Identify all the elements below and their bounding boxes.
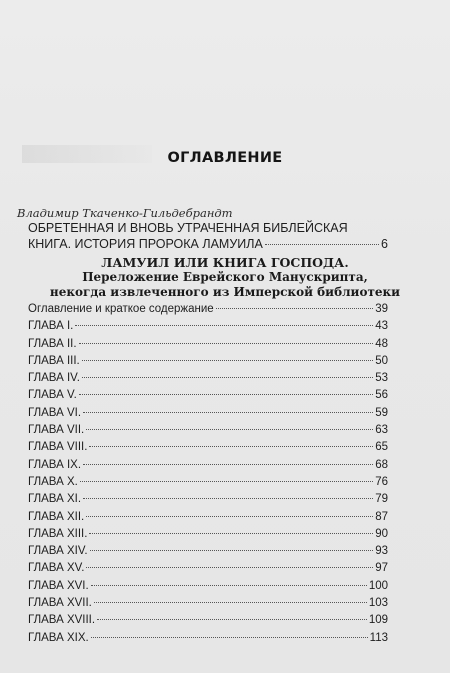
intro-title-line2-row: [28, 236, 388, 252]
toc-entry: [28, 320, 388, 337]
toc-entry-label: ГЛАВА XIII.: [28, 527, 88, 540]
intro-page-number: 6: [381, 237, 388, 251]
toc-entry-label: ГЛАВА IX.: [28, 458, 82, 471]
toc-entry-label: ГЛАВА XV.: [28, 562, 85, 575]
dot-leader: [86, 429, 373, 430]
author-name: Владимир Ткаченко-Гильдебрандт: [17, 206, 233, 220]
toc-entry-label: ГЛАВА XI.: [28, 493, 82, 506]
toc-entry: [28, 389, 388, 406]
page-title: ОГЛАВЛЕНИЕ: [167, 150, 283, 166]
toc-entry-page-number: 113: [369, 631, 388, 644]
toc-entry-page-number: 100: [368, 579, 388, 592]
dot-leader: [265, 244, 379, 245]
toc-entry-page-number: 48: [375, 337, 388, 350]
toc-entry: [28, 441, 388, 458]
toc-entry: [28, 632, 388, 649]
toc-entry-label: ГЛАВА V.: [28, 389, 77, 402]
toc-entry-page-number: 87: [375, 510, 388, 523]
toc-entry-label: ГЛАВА I.: [28, 320, 74, 333]
dot-leader: [86, 567, 373, 568]
toc-entry: [28, 338, 388, 355]
toc-entry-page-number: 50: [375, 354, 388, 367]
toc-entry-label: ГЛАВА III.: [28, 354, 80, 367]
dot-leader: [90, 550, 374, 551]
toc-entry-label: ГЛАВА XII.: [28, 510, 85, 523]
dot-leader: [83, 498, 373, 499]
dot-leader: [83, 464, 373, 465]
dot-leader: [80, 481, 373, 482]
toc-entry: [28, 614, 388, 631]
dot-leader: [97, 619, 367, 620]
dot-leader: [89, 446, 373, 447]
dot-leader: [94, 602, 367, 603]
toc-entry: [28, 493, 388, 510]
toc-entry-label: ГЛАВА XIX.: [28, 631, 89, 644]
toc-entry-page-number: 56: [375, 389, 388, 402]
toc-entry: [28, 372, 388, 389]
dot-leader: [82, 360, 373, 361]
section-title: ЛАМУИЛ ИЛИ КНИГА ГОСПОДА.: [101, 255, 349, 270]
intro-title-line1: ОБРЕТЕННАЯ И ВНОВЬ УТРАЧЕННАЯ БИБЛЕЙСКАЯ: [28, 221, 348, 235]
toc-entry-page-number: 68: [375, 458, 388, 471]
toc-entry-page-number: 39: [375, 303, 388, 315]
toc-entry-page-number: 65: [375, 441, 388, 454]
dot-leader: [216, 308, 374, 309]
toc-entry: [28, 562, 388, 579]
dot-leader: [89, 533, 373, 534]
toc-entry-label: Оглавление и краткое содержание: [28, 303, 214, 315]
toc-entry-label: ГЛАВА VII.: [28, 424, 85, 437]
dot-leader: [83, 412, 373, 413]
toc-entry: [28, 545, 388, 562]
dot-leader: [86, 516, 373, 517]
toc-entry-page-number: 76: [375, 475, 388, 488]
dot-leader: [75, 325, 373, 326]
toc-entry: [28, 424, 388, 441]
toc-entry-label: ГЛАВА XVII.: [28, 597, 92, 610]
toc-entry: [28, 355, 388, 372]
toc-entry-page-number: 63: [375, 424, 388, 437]
toc-entry: [28, 528, 388, 545]
dot-leader: [79, 343, 374, 344]
section-heading: [0, 255, 450, 300]
section-subtitle-line1: Переложение Еврейского Манускрипта,: [82, 270, 368, 284]
toc-entry-page-number: 43: [375, 320, 388, 333]
toc-entry-label: ГЛАВА XVI.: [28, 579, 89, 592]
toc-entry: [28, 511, 388, 528]
section-subtitle-line2: некогда извлеченного из Имперской библиотеки: [49, 285, 401, 299]
toc-entry-page-number: 79: [375, 493, 388, 506]
dot-leader: [82, 377, 373, 378]
toc-entry-label: ГЛАВА X.: [28, 475, 78, 488]
toc-entry-label: ГЛАВА IV.: [28, 372, 80, 385]
dot-leader: [91, 637, 368, 638]
toc-list: [28, 303, 388, 649]
dot-leader: [79, 394, 373, 395]
toc-entry-page-number: 109: [368, 614, 388, 627]
intro-title-line2: КНИГА. ИСТОРИЯ ПРОРОКА ЛАМУИЛА: [28, 237, 263, 251]
toc-entry-label: ГЛАВА XIV.: [28, 545, 88, 558]
toc-entry-page-number: 93: [375, 545, 388, 558]
intro-entry: [28, 220, 388, 252]
toc-entry-page-number: 59: [375, 406, 388, 419]
toc-entry: [28, 459, 388, 476]
toc-entry: [28, 580, 388, 597]
toc-entry-label: ГЛАВА XVIII.: [28, 614, 96, 627]
toc-entry: [28, 476, 388, 493]
toc-entry-page-number: 97: [375, 562, 388, 575]
toc-entry: [28, 597, 388, 614]
toc-entry-label: ГЛАВА II.: [28, 337, 77, 350]
toc-entry-label: ГЛАВА VIII.: [28, 441, 88, 454]
toc-entry-page-number: 53: [375, 372, 388, 385]
toc-entry: [28, 303, 388, 320]
toc-entry-page-number: 90: [375, 527, 388, 540]
toc-entry-page-number: 103: [368, 597, 388, 610]
dot-leader: [91, 585, 367, 586]
toc-entry-label: ГЛАВА VI.: [28, 406, 82, 419]
toc-entry: [28, 407, 388, 424]
